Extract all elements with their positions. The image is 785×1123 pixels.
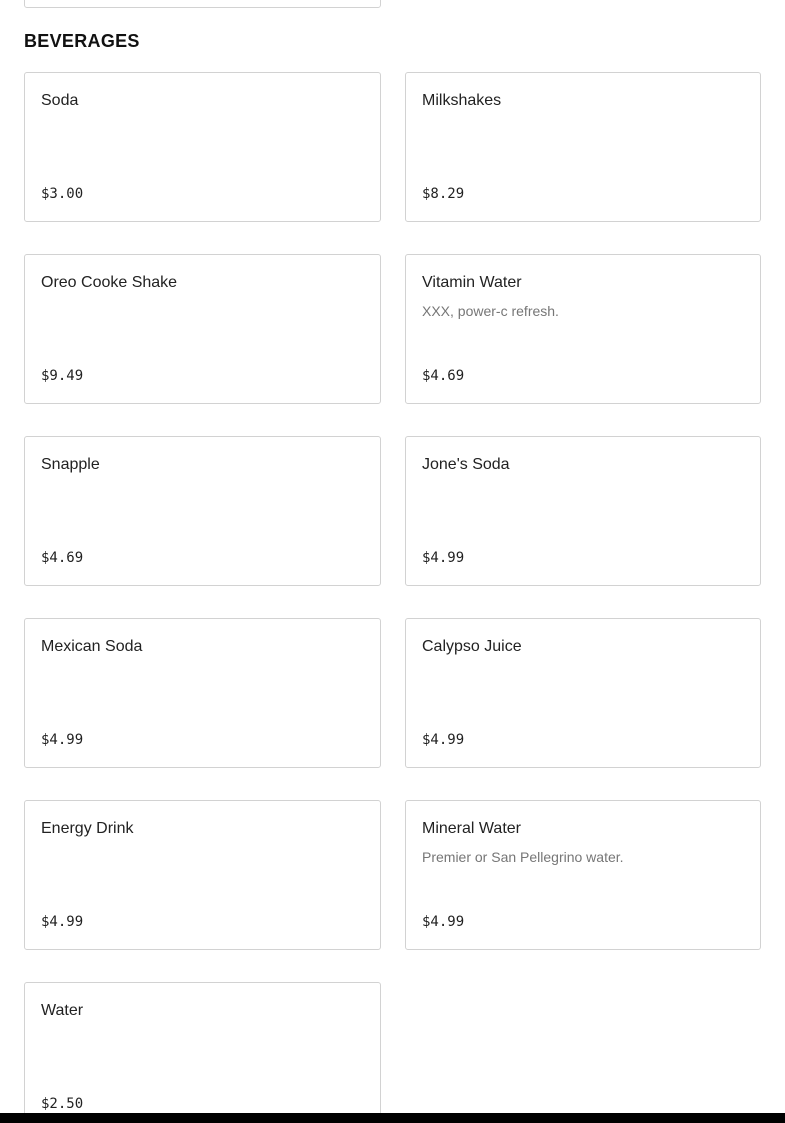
menu-item-price: $4.99 bbox=[41, 914, 84, 930]
menu-item-name: Mexican Soda bbox=[41, 638, 143, 655]
menu-item-card[interactable] bbox=[24, 72, 381, 222]
menu-item-description: XXX, power-c refresh. bbox=[422, 303, 559, 319]
menu-item-card[interactable] bbox=[24, 800, 381, 950]
menu-item-price: $4.69 bbox=[422, 368, 465, 384]
menu-item-price: $9.49 bbox=[41, 368, 84, 384]
previous-menu-item-card[interactable] bbox=[24, 0, 381, 8]
menu-item-price: $4.99 bbox=[422, 914, 465, 930]
menu-item-price: $3.00 bbox=[41, 186, 84, 202]
menu-item-name: Oreo Cooke Shake bbox=[41, 274, 178, 291]
menu-item-name: Vitamin Water bbox=[422, 274, 522, 291]
menu-item-description: Premier or San Pellegrino water. bbox=[422, 849, 624, 865]
menu-item-card[interactable] bbox=[405, 436, 761, 586]
menu-item-card[interactable] bbox=[24, 436, 381, 586]
menu-item-name: Milkshakes bbox=[422, 92, 502, 109]
menu-item-name: Water bbox=[41, 1002, 84, 1019]
section-title: BEVERAGES bbox=[24, 31, 140, 51]
menu-item-name: Soda bbox=[41, 92, 79, 109]
menu-item-card[interactable] bbox=[24, 618, 381, 768]
menu-item-price: $2.50 bbox=[41, 1096, 84, 1112]
menu-item-card[interactable] bbox=[405, 618, 761, 768]
menu-item-price: $8.29 bbox=[422, 186, 465, 202]
menu-item-card[interactable] bbox=[405, 254, 761, 404]
menu-item-name: Mineral Water bbox=[422, 820, 521, 837]
menu-item-card[interactable] bbox=[405, 72, 761, 222]
menu-item-card[interactable] bbox=[405, 800, 761, 950]
menu-item-name: Snapple bbox=[41, 456, 100, 473]
menu-item-card[interactable] bbox=[24, 982, 381, 1123]
menu-item-price: $4.99 bbox=[422, 550, 465, 566]
menu-item-name: Energy Drink bbox=[41, 820, 134, 837]
menu-item-price: $4.69 bbox=[41, 550, 84, 566]
menu-item-grid bbox=[24, 72, 761, 1123]
menu-item-name: Calypso Juice bbox=[422, 638, 522, 655]
menu-item-card[interactable] bbox=[24, 254, 381, 404]
menu-item-name: Jone's Soda bbox=[422, 456, 510, 473]
menu-item-price: $4.99 bbox=[41, 732, 84, 748]
menu-item-price: $4.99 bbox=[422, 732, 465, 748]
bottom-bar bbox=[0, 1113, 785, 1123]
